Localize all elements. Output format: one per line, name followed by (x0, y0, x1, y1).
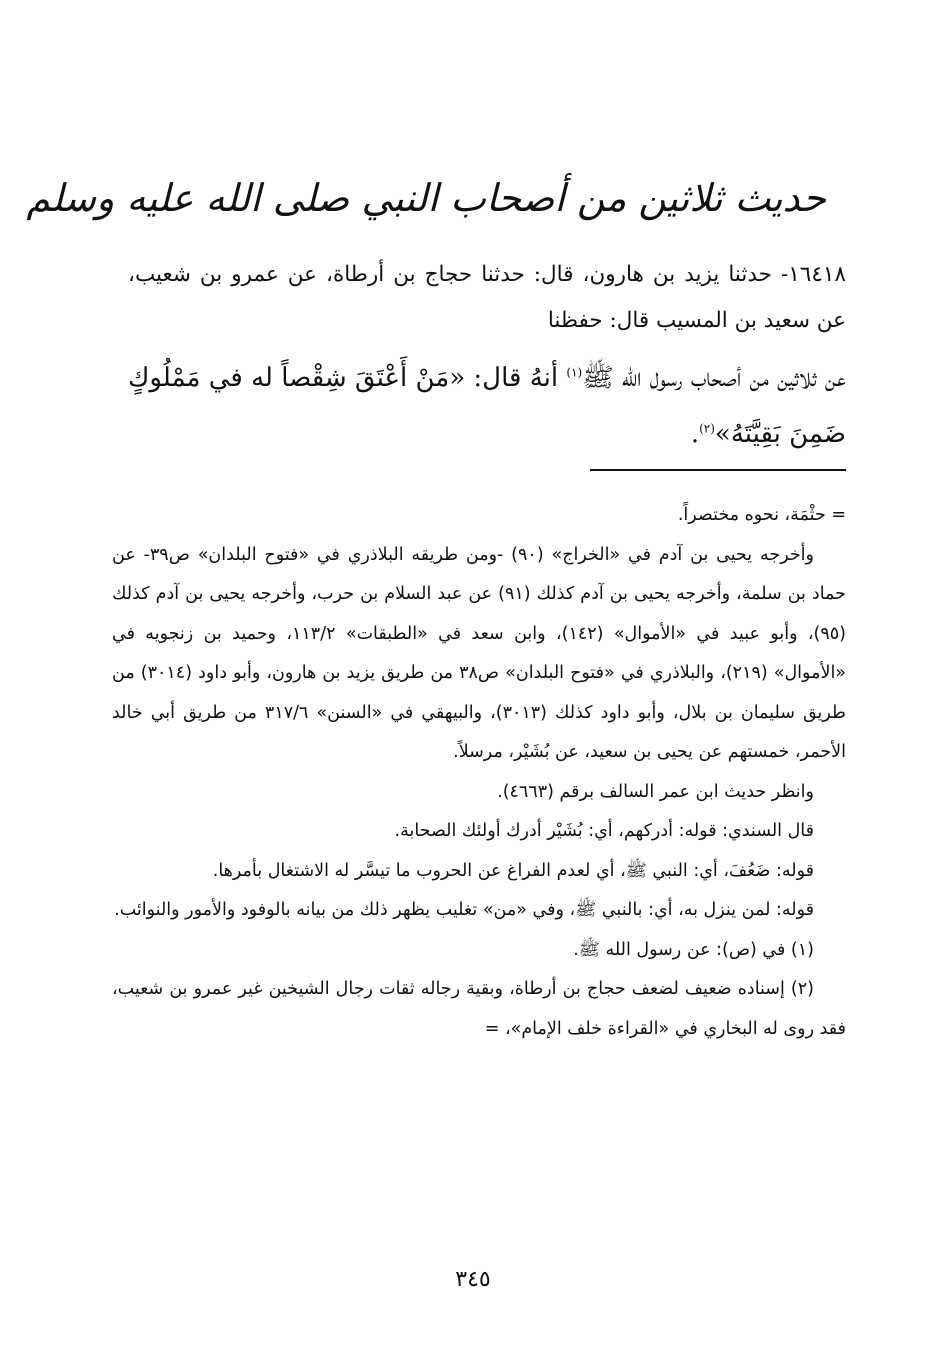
footnote-ref-2[interactable]: (٢) (699, 421, 715, 436)
footnotes-section (112, 496, 846, 1049)
footnote-1: (١) في (ص): عن رسول الله ﷺ. (573, 939, 814, 960)
matn-text-quote: أنهُ قال: «مَنْ أَعْتَقَ شِقْصاً له في مَمْلُوكٍ ضَمِنَ بَقِيَّتَهُ» (128, 363, 846, 449)
footnote-separator (590, 469, 846, 471)
footnote-ref-1[interactable]: (١) (566, 365, 583, 380)
matn-text-end: . (690, 419, 700, 449)
note-sindi-descends: قوله: لمن ينزل به، أي: بالنبي ﷺ، وفي «من» تغليب يظهر ذلك من بيانه بالوفود والأمور والنوائب. (114, 900, 814, 920)
note-see-also: وانظر حديث ابن عمر السالف برقم (٤٦٦٣). (497, 781, 814, 802)
note-continued: = حثْمَة، نحوه مختصراً. (677, 505, 846, 525)
footnote-2: (٢) إسناده ضعيف لضعف حجاج بن أرطاة، وبقية رجاله ثقات رجال الشيخين غير عمرو بن شعيب، فقد روى له البخاري في «القراءة خلف الإمام»، = (112, 979, 846, 1039)
note-takhrij: وأخرجه يحيى بن آدم في «الخراج» (٩٠) -ومن طريقه البلاذري في «فتوح البلدان» ص٣٩- عن حماد بن سلمة، وأخرجه يحيى بن آدم كذلك (٩١) عن عبد السلام بن حرب، وأخرجه يحيى بن آدم كذلك (٩٥)، وأبو عبيد في «الأموال» (١٤٢)، وابن سعد في «الطبقات» ١١٣/٢، وحميد بن زنجويه في «الأموال» (٢١٩)، والبلاذري في «فتوح البلدان» ص٣٨ من طريق يزيد بن هارون، وأبو داود (٣٠١٤) من طريق سليمان بن بلال، وأبو داود كذلك (٣٠١٣)، والبيهقي في «السنن» ٣١٧/٦ من طريق أبي خالد الأحمر، خمستهم عن يحيى بن سعيد، عن بُشَيْر، مرسلاً. (112, 544, 847, 762)
hadith-matn (128, 350, 846, 462)
note-sindi-weak: قوله: ضَعُفَ، أي: النبي ﷺ، أي لعدم الفراغ عن الحروب ما تيسَّر له الاشتغال بأمرها. (212, 860, 814, 881)
chapter-title: حديث ثلاثين من أصحاب النبي صلى الله عليه وسلم (26, 176, 826, 220)
page-number: ٣٤٥ (455, 1267, 491, 1292)
matn-text-start: عن ثلاثين من أصحاب رسول الله ﷺ (582, 363, 846, 393)
note-sindi: قال السندي: قوله: أدركهم، أي: بُشَيْر أدرك أولئك الصحابة. (394, 821, 814, 841)
hadith-isnad: ١٦٤١٨- حدثنا يزيد بن هارون، قال: حدثنا حجاج بن أرطاة، عن عمرو بن شعيب، عن سعيد بن المسيب قال: حفظنا (128, 262, 846, 333)
